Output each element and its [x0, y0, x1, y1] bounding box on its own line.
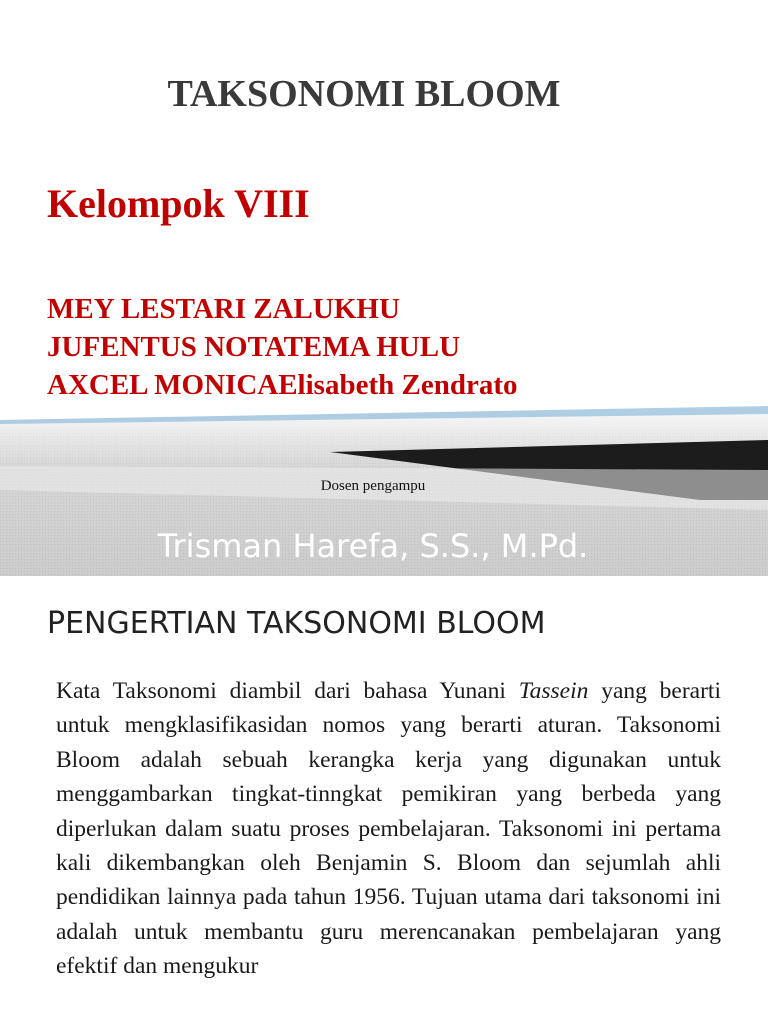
body-text-part: yang berarti untuk mengklasifikasidan nomos yang berarti aturan. Taksonomi Bloom adalah sebuah kerangka kerja yang digunakan untuk menggambarkan tingkat-tinngkat pemikiran yang berbeda yang diperlukan dalam suatu proses pembelajaran. Taksonomi ini pertama kali dikembangkan oleh Benjamin S. Bloom dan sejumlah ahli pendidikan lainnya pada tahun 1956. Tujuan utama dari taksonomi ini adalah untuk membantu guru merencanakan pembelajaran yang efektif dan mengukur	[56, 678, 721, 980]
body-italic-term: Tassein	[518, 678, 589, 704]
content-slide	[0, 576, 768, 1024]
body-paragraph	[56, 674, 721, 984]
body-text-part: Kata Taksonomi diambil dari bahasa Yunani	[56, 678, 519, 704]
section-heading: PENGERTIAN TAKSONOMI BLOOM	[47, 606, 546, 641]
lecturer-name: Trisman Harefa, S.S., M.Pd.	[157, 527, 589, 565]
group-name: Kelompok VIII	[47, 181, 310, 226]
member-name: JUFENTUS NOTATEMA HULU	[47, 331, 461, 363]
member-name: MEY LESTARI ZALUKHU	[47, 293, 400, 325]
lecturer-label: Dosen pengampu	[320, 478, 426, 494]
member-list	[47, 290, 518, 404]
slide-title: TAKSONOMI BLOOM	[167, 73, 561, 115]
member-name: AXCEL MONICAElisabeth Zendrato	[47, 369, 518, 401]
